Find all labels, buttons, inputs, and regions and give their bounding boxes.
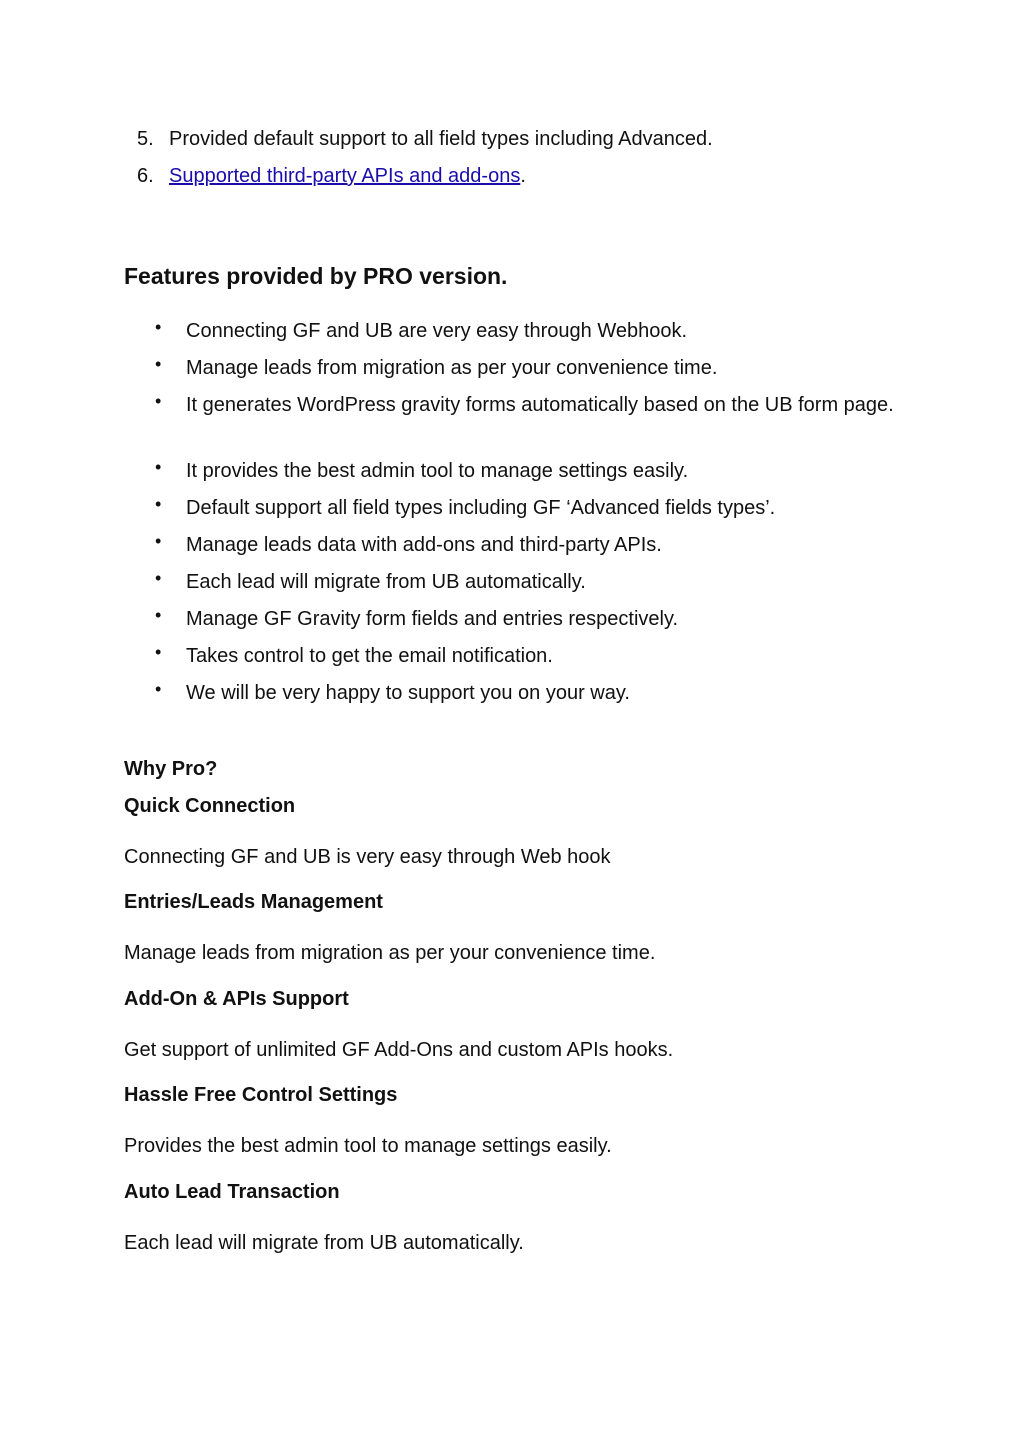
bullet-icon: • <box>155 354 162 374</box>
feature-text: It generates WordPress gravity forms automatically based on the UB form page. <box>186 394 894 416</box>
section-heading: Hassle Free Control Settings <box>124 1084 398 1106</box>
feature-text: Each lead will migrate from UB automatically. <box>186 571 586 593</box>
bullet-icon: • <box>155 317 162 337</box>
numbered-list-item <box>137 127 713 151</box>
list-item-text: Provided default support to all field types including Advanced. <box>169 128 713 150</box>
section-body: Get support of unlimited GF Add-Ons and custom APIs hooks. <box>124 1039 674 1061</box>
bullet-icon: • <box>155 568 162 588</box>
bullet-icon: • <box>155 605 162 625</box>
list-number: 5. <box>137 128 154 150</box>
feature-bullet <box>155 605 915 634</box>
feature-bullet <box>155 568 915 597</box>
list-item-suffix: . <box>520 165 526 187</box>
feature-text: Manage leads data with add-ons and third-party APIs. <box>186 534 662 556</box>
section-body: Connecting GF and UB is very easy through Web hook <box>124 846 611 868</box>
bullet-icon: • <box>155 391 162 411</box>
feature-bullet <box>155 457 915 486</box>
section-heading: Entries/Leads Management <box>124 891 383 913</box>
feature-text: Connecting GF and UB are very easy through Webhook. <box>186 320 688 342</box>
feature-bullet <box>155 494 915 523</box>
section-body: Provides the best admin tool to manage settings easily. <box>124 1135 612 1157</box>
feature-bullet <box>155 679 915 708</box>
list-number: 6. <box>137 165 154 187</box>
feature-text: We will be very happy to support you on your way. <box>186 682 630 704</box>
section-body: Each lead will migrate from UB automatically. <box>124 1232 524 1254</box>
feature-bullet <box>155 642 915 671</box>
section-heading: Add-On & APIs Support <box>124 988 349 1010</box>
features-title: Features provided by PRO version. <box>124 263 508 289</box>
section-heading: Auto Lead Transaction <box>124 1181 340 1203</box>
bullet-icon: • <box>155 457 162 477</box>
feature-text: Manage GF Gravity form fields and entries respectively. <box>186 608 679 630</box>
feature-text: Default support all field types including GF ‘Advanced fields types’. <box>186 497 776 519</box>
numbered-list-item <box>137 164 526 188</box>
feature-text: Takes control to get the email notification. <box>186 645 553 667</box>
bullet-icon: • <box>155 494 162 514</box>
section-heading: Quick Connection <box>124 795 296 817</box>
feature-bullet <box>155 354 915 383</box>
supported-apis-link[interactable]: Supported third-party APIs and add-ons <box>169 165 521 187</box>
feature-bullet <box>155 317 915 346</box>
why-pro-heading: Why Pro? <box>124 758 218 780</box>
feature-bullet <box>155 391 915 420</box>
bullet-icon: • <box>155 642 162 662</box>
feature-bullet <box>155 531 915 560</box>
section-body: Manage leads from migration as per your convenience time. <box>124 942 656 964</box>
bullet-icon: • <box>155 531 162 551</box>
feature-text: It provides the best admin tool to manage settings easily. <box>186 460 689 482</box>
feature-text: Manage leads from migration as per your convenience time. <box>186 357 718 379</box>
bullet-icon: • <box>155 679 162 699</box>
